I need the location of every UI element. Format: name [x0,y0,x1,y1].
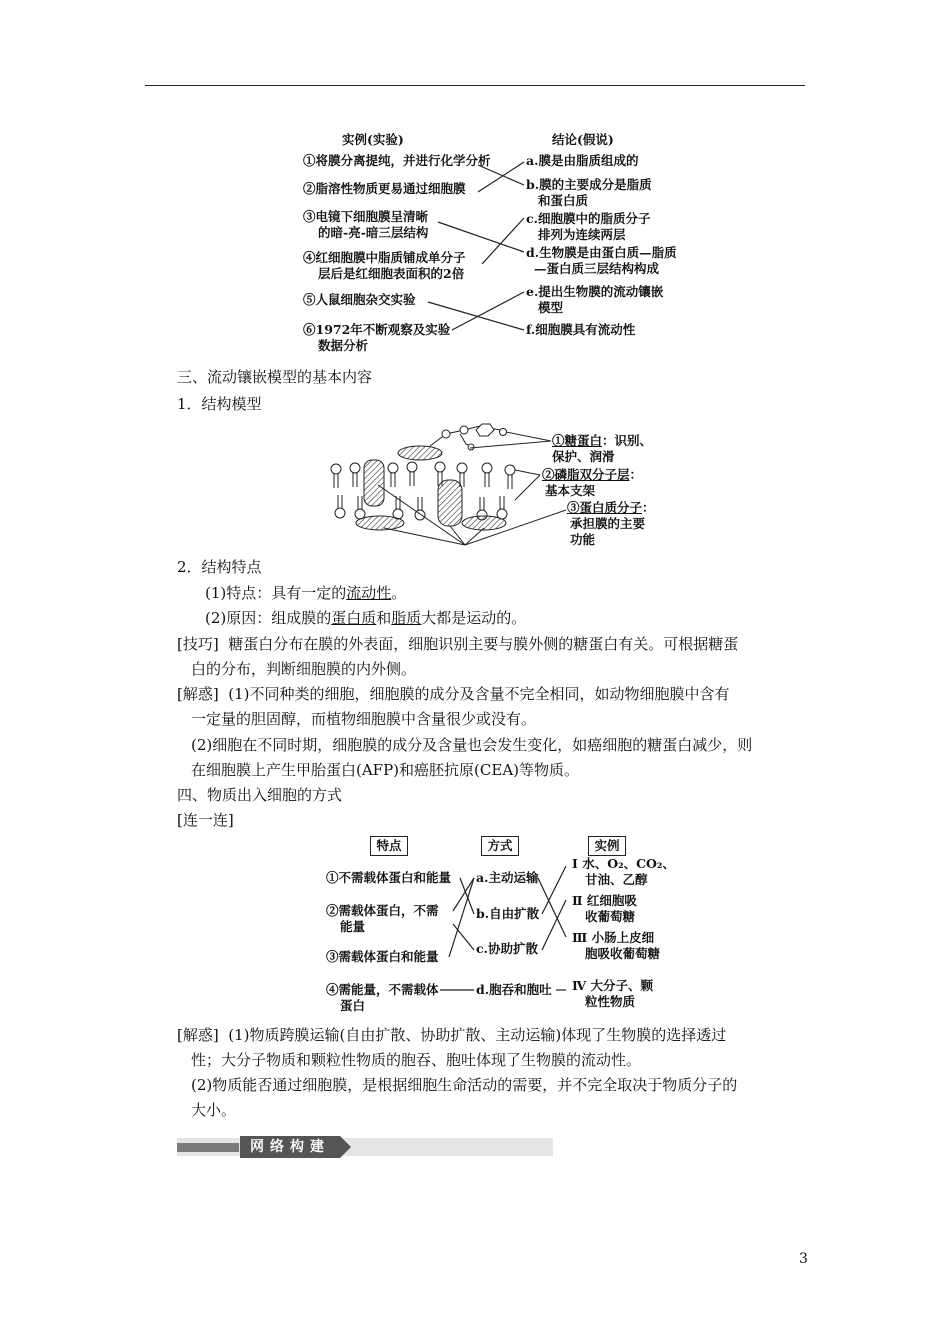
connector-2-c [453,924,474,950]
experiment-1: ①将膜分离提纯，并进行化学分析 [303,153,491,168]
banner-label: 网络构建 [240,1136,340,1158]
conclusion-e-line1: e.提出生物膜的流动镶嵌 [526,284,664,299]
example-4-line2: 粒性物质 [585,994,636,1009]
connector-a-III [538,878,566,937]
sugar-chain [430,424,507,450]
transmembrane-protein-1 [364,460,384,506]
clarify1-tag: [解惑] [177,685,219,703]
clarify2-line3: (2)物质能否通过细胞膜，是根据细胞生命活动的需要，并不完全取决于物质分子的 [191,1076,738,1094]
surface-protein-top [398,446,442,460]
embedded-protein [462,516,506,530]
clarify2-tag: [解惑] [177,1026,219,1044]
clarify1-p1-text1: (1)不同种类的细胞，细胞膜的成分及含量不完全相同，如动物细胞膜中含有 [228,685,730,703]
conclusion-c-line1: c.细胞膜中的脂质分子 [526,211,651,226]
glycoprotein-title: ①糖蛋白 [552,433,603,448]
phospholipid-title: ②磷脂双分子层 [542,467,630,482]
conclusion-b-line2: 和蛋白质 [538,193,589,208]
way-a: a.主动运输 [476,870,539,885]
reason-mid: 和 [376,609,392,627]
phospholipid-label [542,467,642,483]
conclusion-a: a.膜是由脂质组成的 [526,153,639,168]
banner-stripe [177,1143,239,1152]
reason-key2: 脂质 [391,609,422,627]
glycoprotein-desc: ：识别、 [602,433,653,448]
section3-heading: 三、流动镶嵌模型的基本内容 [177,368,373,386]
example-2-line1: Ⅱ 红细胞吸 [572,893,637,908]
tips-line2: 白的分布，判断细胞膜的内外侧。 [191,660,417,678]
conclusion-b-line1: b.膜的主要成分是脂质 [526,177,652,192]
protein-desc3: 功能 [570,532,596,547]
diagram1-header-right: 结论(假说) [552,132,614,147]
page-number: 3 [799,1251,808,1267]
feature-2-line1: ②需载体蛋白，不需 [326,903,439,918]
way-d: d.胞吞和胞吐 [476,982,552,997]
phospholipid-desc: ： [629,467,643,482]
feature-prefix: (1)特点：具有一定的 [205,584,347,602]
banner-arrow-icon [340,1136,351,1158]
reason-prefix: (2)原因：组成膜的 [205,609,332,627]
reason-key1: 蛋白质 [331,609,377,627]
diagram1-header-left: 实例(实验) [342,132,404,147]
connector-4-c [482,218,524,264]
glycoprotein-label [552,433,652,449]
section3-sub1: 1．结构模型 [177,395,262,413]
lower-tails [338,495,504,510]
connector-3-a [449,878,474,957]
feature-4-line2: 蛋白 [340,998,366,1013]
protein-title: ③蛋白质分子 [567,500,643,515]
experiment-3-line1: ③电镜下细胞膜呈清晰 [303,209,429,224]
lower-heads [335,508,507,520]
conclusion-d-line1: d.生物膜是由蛋白质—脂质 [526,245,677,260]
upper-tails [334,472,512,489]
conclusion-f: f.细胞膜具有流动性 [526,322,636,337]
clarify2-p1-text1: (1)物质跨膜运输(自由扩散、协助扩散、主动运输)体现了生物膜的选择透过 [228,1026,727,1044]
connector-1-b [460,878,474,914]
upper-heads [331,462,515,475]
way-c: c.协助扩散 [476,941,538,956]
protein-label [567,500,655,516]
experiment-2: ②脂溶性物质更易通过细胞膜 [303,181,466,196]
tips-tag: [技巧] [177,635,219,653]
conclusion-e-line2: 模型 [538,300,564,315]
example-3-line1: Ⅲ 小肠上皮细 [572,930,655,945]
feature-2-line2: 能量 [340,919,366,934]
experiment-4-line1: ④红细胞膜中脂质铺成单分子 [303,250,466,265]
header-example: 实例 [588,836,626,856]
feature-3: ③需载体蛋白和能量 [326,949,439,964]
section4-heading: 四、物质出入细胞的方式 [177,786,343,804]
feature-line [205,582,406,604]
connector-6-e [452,292,524,330]
feature-suffix: 。 [391,584,407,602]
example-1-line1: Ⅰ 水、O₂、CO₂、 [572,856,675,871]
phospholipid-desc2: 基本支架 [545,483,596,498]
feature-4-line1: ④需能量，不需载体 [326,982,439,997]
header-way: 方式 [481,836,519,856]
experiment-6-line1: ⑥1972年不断观察及实验 [303,322,451,337]
connector-2-a [453,878,474,911]
example-4-line1: Ⅳ 大分子、颗 [572,978,654,993]
clarify2-line4: 大小。 [191,1101,237,1119]
section3-sub2: 2．结构特点 [177,558,262,576]
tips-text1: 糖蛋白分布在膜的外表面，细胞识别主要与膜外侧的糖蛋白有关。可根据糖蛋 [228,635,739,653]
reason-suffix: 大都是运动的。 [421,609,527,627]
way-b: b.自由扩散 [476,906,540,921]
tips-line1 [177,633,738,655]
clarify1-line4: 在细胞膜上产生甲胎蛋白(AFP)和癌胚抗原(CEA)等物质。 [191,761,580,779]
surface-protein-bottom [356,516,404,530]
feature-key: 流动性 [346,584,392,602]
connector-c-II [542,900,566,950]
feature-1: ①不需载体蛋白和能量 [326,870,452,885]
experiment-5: ⑤人鼠细胞杂交实验 [303,292,416,307]
clarify2-line2: 性；大分子物质和颗粒性物质的胞吞、胞吐体现了生物膜的流动性。 [191,1051,642,1069]
clarify1-line2: 一定量的胆固醇，而植物细胞膜中含量很少或没有。 [191,710,537,728]
experiment-4-line2: 层后是红细胞表面积的2倍 [318,266,465,281]
experiment-3-line2: 的暗-亮-暗三层结构 [318,225,429,240]
connector-b-I [542,866,566,914]
protein-desc: ： [642,500,655,515]
conclusion-d-line2: —蛋白质三层结构构成 [534,261,660,276]
connect-tag: [连一连] [177,811,234,829]
clarify2-line1 [177,1024,726,1046]
example-1-line2: 甘油、乙醇 [585,872,648,887]
pointer-lines [378,432,566,545]
connector-3-d [438,222,524,252]
example-2-line2: 收葡萄糖 [585,909,636,924]
experiment-6-line2: 数据分析 [318,338,369,353]
clarify1-line1 [177,683,730,705]
conclusion-c-line2: 排列为连续两层 [538,227,626,242]
reason-line [205,607,526,629]
transmembrane-protein-2 [438,480,462,526]
header-rule [145,85,805,86]
glycoprotein-desc2: 保护、润滑 [552,449,615,464]
protein-desc2: 承担膜的主要 [570,516,646,531]
example-3-line2: 胞吸收葡萄糖 [585,946,661,961]
header-feature: 特点 [370,836,408,856]
clarify1-line3: (2)细胞在不同时期，细胞膜的成分及含量也会发生变化，如癌细胞的糖蛋白减少，则 [191,736,753,754]
